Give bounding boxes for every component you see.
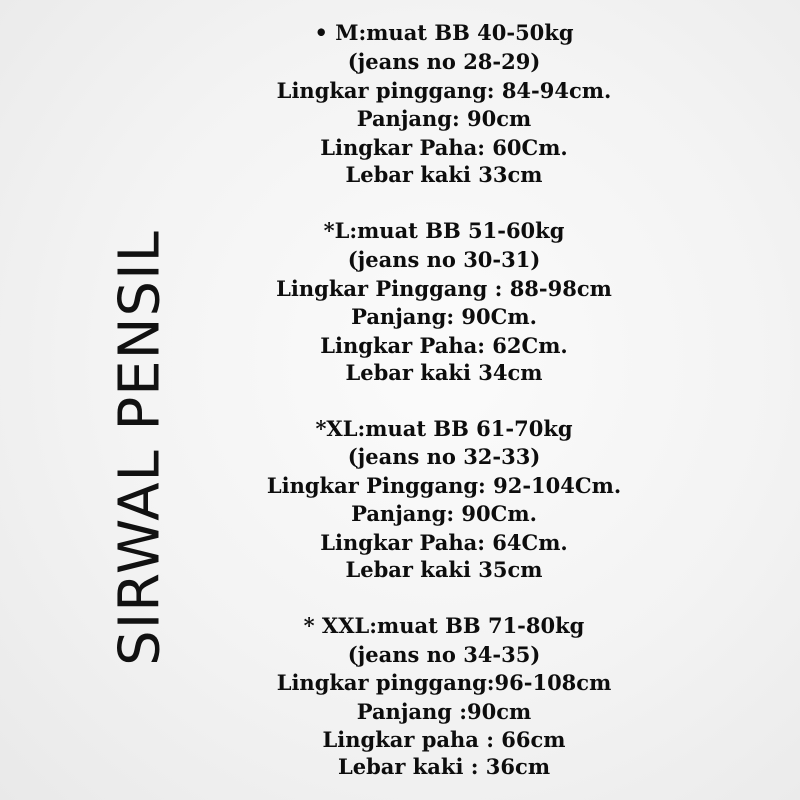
size-xl-length: Panjang: 90Cm. [351,501,537,526]
size-xxl-jeans: (jeans no 34-35) [347,642,541,667]
size-m-heading: • M:muat BB 40-50kg [314,20,574,45]
size-xxl-heading: * XXL:muat BB 71-80kg [303,613,585,638]
size-xxl-leg: Lebar kaki : 36cm [337,754,551,779]
size-xxl-waist: Lingkar pinggang:96-108cm [276,670,612,695]
size-xxl-length: Panjang :90cm [356,699,532,724]
size-xl-heading: *XL:muat BB 61-70kg [315,416,573,441]
size-l-heading: *L:muat BB 51-60kg [323,218,565,243]
size-l-length: Panjang: 90Cm. [351,304,537,329]
size-l-jeans: (jeans no 30-31) [347,247,541,272]
size-xxl-thigh: Lingkar paha : 66cm [322,727,566,752]
product-title: SIRWAL PENSIL [107,230,173,666]
size-xl-waist: Lingkar Pinggang: 92-104Cm. [266,473,622,498]
size-l-waist: Lingkar Pinggang : 88-98cm [276,276,612,301]
size-l-thigh: Lingkar Paha: 62Cm. [320,333,568,358]
size-m-leg: Lebar kaki 33cm [345,162,543,187]
size-m-thigh: Lingkar Paha: 60Cm. [320,135,568,160]
size-xl-leg: Lebar kaki 35cm [345,557,543,582]
size-xl-thigh: Lingkar Paha: 64Cm. [320,530,568,555]
size-l-leg: Lebar kaki 34cm [345,360,543,385]
size-xl-jeans: (jeans no 32-33) [347,444,541,469]
size-m-waist: Lingkar pinggang: 84-94cm. [276,78,612,103]
size-m-length: Panjang: 90cm [356,106,532,131]
size-m-jeans: (jeans no 28-29) [347,49,541,74]
